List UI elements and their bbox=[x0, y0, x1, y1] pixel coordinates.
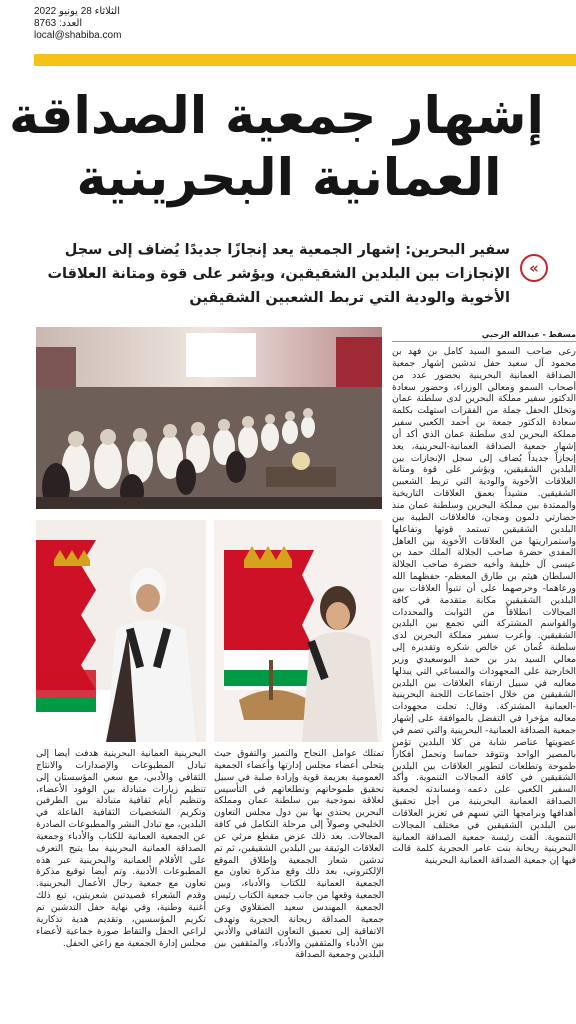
issue-date: الثلاثاء 28 يونيو 2022 bbox=[34, 6, 120, 17]
ambassador-illustration bbox=[36, 520, 206, 742]
article-column-3 bbox=[36, 748, 206, 1018]
masthead-meta bbox=[34, 6, 121, 42]
contact-email[interactable]: local@shabiba.com bbox=[34, 30, 122, 41]
headline-line-1: إشهار جمعية الصداقة bbox=[9, 87, 544, 146]
association-president-speaking-photo bbox=[214, 520, 382, 742]
column-3-text: البحرينية العمانية البحرينية هدفت أيضا إلى تبادل المطبوعات والإصدارات والانتاج الثقافي والأدبي، مع سعي المؤسستان إلى تنظيم زيارات متبادلة بين الوفود الأعضاء، وتنظيم أيام ثقافية متبادلة بين الطرفين وتكريم الشخصيات الثقافية الفاعلة في البلدين، مع تبادل النشر والمطبوعات الصادرة عن الجمعية العمانية للكتاب والأدباء وجمعية الصداقة العمانية البحرينية بما يتيح التعرف على الأقلام العمانية والبحرينية عبر هذه المطبوعات الأدبية. وتم أيضا توقيع مذكرة تعاون مع جمعية رجال الأعمال البحرينية. وقدم الشعراء قصيدتين شعريتين، تبع ذلك أغنية وطنية، وفي نهاية حفل التدشين تم تكريم المؤسسين، وتقديم هدية تذكارية لراعي الحفل والتقاط صورة جماعية لأعضاء مجلس إدارة الجمعية مع راعي الحفل. bbox=[36, 748, 206, 949]
column-2-text: تمتلك عوامل النجاح والتميز والتفوق حيث يتحلى أعضاء مجلس إدارتها وأعضاء الجمعية العمومية بعزيمة قوية وإرادة صلبة في سبيل تحقيق طموحاتهم وتطلعاتهم في التأسيس لعلاقة نموذجية بين سلطنة عمان ومملكة البحرين يحتذى بها بين دول مجلس التعاون الخليجي وصولاً إلى مرحلة التكامل في كافة المجالات. بعد ذلك عرض مقطع مرئي عن العلاقات الوثيقة بين البلدين الشقيقين، ثم تم تدشين شعار الجمعية وإطلاق الموقع الإلكتروني، بعد ذلك وقع مذكرة تعاون مع الجمعية العمانية للكتاب والأدباء، وبين الجمعية وقعها من جانب جمعية الكتاب رئيس الجمعية المهندس سعيد الصقلاوي وعن جمعية الصداقة ريحانة الحجرية وتهدف الاتفاقية إلى تعميق التعاون الثقافي والأدبي بين الأدباء والمثقفين والأدباء، والمثقفين بين البلدين وجمعية الصداقة bbox=[214, 748, 384, 961]
article-column-1 bbox=[392, 346, 576, 1018]
byline: مسقط - عبدالله الرحبي bbox=[392, 330, 576, 342]
president-illustration bbox=[214, 520, 382, 742]
column-1-text: رعى صاحب السمو السيد كامل بن فهد بن محمود آل سعيد حفل تدشين إشهار جمعية الصداقة العمانية البحرينية بحضور عدد من أصحاب السمو ومعالي الوزراء، وحضور سعادة الدكتور سفير مملكة البحرين لدى سلطنة عمان وتخلل الحفل جملة من الفقرات استهلت بكلمة سعادة الدكتور جمعة بن أحمد الكعبي سفير مملكة البحرين لدى سلطنة عمان الذي أكد أن إشهار جمعية الصداقة العمانية-البحرينية، يعد إنجازاً جديداً يُضاف إلى سجل الإنجازات بين البلدين الشقيقين، ويؤشر على قوة ومتانة العلاقات الأخوية والودية التي تربط الشعبين الشقيقين. مشيداً بعمق العلاقات التاريخية والممتدة بين مملكة البحرين وسلطنة عمان منذ حضارتي دلمون ومجان، فالعلاقات الطيبة بين البلدين الشقيقين تستمد قوتها وتفاعلها واستمراريتها من العلاقات الأخوية بين العاهل المفدى حضرة صاحب الجلالة الملك حمد بن عيسى آل خليفة وأخيه حضرة صاحب الجلالة السلطان هيثم بن طارق المعظم- حفظهما الله ورعاهما- وحرصهما على أن تتبوأ العلاقات بين البلدين الشقيقين مكانة متقدمة في كافة المجالات انطلاقاً من الثوابت والمحددات والقواسم المشتركة التي تجمع بين البلدين الشقيقين. وأعرب سفير مملكة البحرين لدى سلطنة عُمان عن خالص شكره وتقديره إلى معالي السيد بدر بن حمد البوسعيدي وزير الخارجية على المجهودات والمساعي التي يبذلها معاليه في سبيل ارتقاء العلاقات بين البلدين الشقيقين من خلال اجتماعات اللجنة البحرينية -العمانية المشتركة. وقال: تجلت مجهودات معاليه مؤخرا في التفضل بالموافقة على إشهار جمعية الصداقة العمانية- البحرينية والتي تضم في عضويتها عناصر شابة من كلا البلدين تؤمن بالمصير الواحد وتتوقد حماسا وتحمل أفكاراً طموحة وتطلعات لتطوير العلاقات بين البلدين الشقيقين في كافة المجالات التنموية. وأكد السفير الكعبي على دعمه ومساندته لجمعية الصداقة العمانية البحرينية من أجل تحقيق أهدافها وبرامجها التي تسهم في تعزيز العلاقات بين البلدين الشقيقين في مختلف المجالات التنموية. ألقت رئيسة جمعية الصداقة العمانية البحرينية ريحانة بنت عامر الحجرية كلمة قالت فيها إن جمعية الصداقة العمانية البحرينية bbox=[392, 346, 576, 867]
double-chevron-icon: « bbox=[520, 254, 548, 282]
deck-subheadline: سفير البحرين: إشهار الجمعية يعد إنجازًا جديدًا يُضاف إلى سجل الإنجازات بين البلدين الشقيقين، ويؤشر على قوة ومتانة العلاقات الأخوية والودية التي تربط الشعبين الشقيقين bbox=[47, 242, 510, 306]
issue-number: العدد: 8763 bbox=[34, 18, 83, 29]
ceremony-audience-photo bbox=[36, 327, 382, 509]
ceremony-audience-illustration bbox=[36, 327, 382, 509]
ambassador-speaking-photo bbox=[36, 520, 206, 742]
accent-bar bbox=[34, 54, 576, 66]
headline-line-2: العمانية البحرينية bbox=[76, 149, 502, 208]
article-column-2 bbox=[214, 748, 384, 1018]
headline bbox=[9, 86, 544, 210]
